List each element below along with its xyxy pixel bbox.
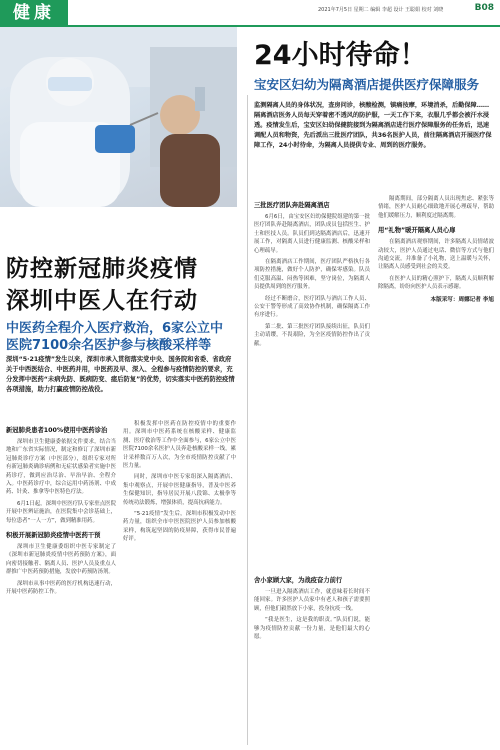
issue-meta: 2021年7月5日 星期二 编辑 李超 设计 王聪娟 校对 刘晓 <box>318 7 444 13</box>
section-subhead: 积极开展新冠肺炎疫情中医药干预 <box>6 532 101 540</box>
body-paragraph: 第二批、第三批医疗团队接续出征，队员们主动请缨，不畏艰险，为全区疫情防控作出了贡献。 <box>254 323 370 347</box>
body-paragraph: 在医护人员的精心照护下，隔离人员顺利解除隔离，纷纷向医护人员表示感谢。 <box>378 275 494 291</box>
right-article-subtitle: 宝安区妇幼为隔离酒店提供医疗保障服务 <box>254 77 480 92</box>
feature-subtitle-line-2: 医院7100余名医护参与核酸采样等 <box>6 338 212 353</box>
body-paragraph: 深圳市卫生健康委依据文件要求，结合当地和广东省实际情况，制定和修订了深圳市新冠肺炎诊疗方案（中医部分），组织专家对所有新冠肺炎确诊病例和无症状感染者实施中医药诊疗，做到应治尽治、早治早治、全程介入。中医药诊疗中，综合运用中药汤剂、中成药、针灸、推拿等中医特色疗法。 <box>6 439 116 496</box>
feature-title-line-2: 深圳中医人在行动 <box>6 287 198 314</box>
section-label: 健康 <box>0 0 68 26</box>
right-column-1 <box>254 195 370 555</box>
left-column-2 <box>123 420 236 745</box>
feature-lead: 深圳“5·21疫情”发生以来，深圳市承入贯彻落实党中央、国务院和省委、省政府关于中西医结合、中医药并用，中医药及早、深入、全程参与疫情防控的要求，充分发挥中医药“未病先防、既病防变、瘥后防复”的优势，切实落实中医药防控疫情各项措施，助力打赢疫情防控战役。 <box>6 356 235 393</box>
left-column-1 <box>6 420 116 745</box>
swab-sampling-photo <box>0 27 237 207</box>
section-subhead: 新冠肺炎患者100%使用中医药诊治 <box>6 427 108 434</box>
section-subhead: 三批医疗团队奔赴隔离酒店 <box>254 202 330 209</box>
feature-subtitle-line-1: 中医药全程介入医疗救治，6家公立中 <box>6 321 224 336</box>
body-paragraph: 经过不断磨合，医疗团队与酒店工作人员、公安干警等形成了高效协作机制，确保隔离工作有序进行。 <box>254 295 370 319</box>
section-subhead: 舍小家顾大家，为战疫奋力前行 <box>254 577 343 584</box>
body-paragraph: 深圳市卫生健康委组织中医专家制定了《深圳市新冠肺炎疫情中医药预防方案》，面向密切接触者、隔离人员、医护人员及重点人群推广中医药预防措施，发放中药预防汤剂。 <box>6 544 116 576</box>
right-column-2 <box>254 570 370 745</box>
body-paragraph: 隔离期间，部分隔离人员出现焦虑、紧张等情绪，医护人员耐心细致地开展心理疏导，帮助他们缓解压力，顺利度过隔离期。 <box>378 196 494 219</box>
body-paragraph: 一旦进入隔离酒店工作，就意味着长时间不能回家。许多医护人员家中有老人和孩子需要照顾，但他们毅然放下小家，投身抗疫一线。 <box>254 589 370 612</box>
right-article-title: 24小时待命！ <box>254 40 427 71</box>
section-subhead: 用“礼物”暖开隔离人员心扉 <box>378 227 456 235</box>
body-paragraph: 积极发挥中医药在防控疫情中的重要作用。深圳市中医药系统在核酸采样、健康监测、医疗救治等工作中全面参与，6家公立中医医院7100余名医护人员奔赴核酸采样一线，累计采样数百万人次，为全市疫情防控贡献了中医力量。 <box>123 421 236 470</box>
column-divider <box>247 95 248 745</box>
body-paragraph: 同时，深圳市中医专家组深入隔离酒店、集中观察点，开展中医健康指导，普及中医养生保健知识，指导居民开展八段锦、太极拳等传统功法锻炼，增强体质，提高抗病能力。 <box>123 474 236 506</box>
body-paragraph: 6月1日起，深圳中医医疗队专家驻点医院开展中医辨证施治，在医院集中会诊基础上，每位患者“一人一方”，做到精准用药。 <box>6 500 116 524</box>
page-header <box>0 0 500 26</box>
right-column-3 <box>378 195 494 745</box>
body-paragraph: 在隔离酒店观察期间，许多隔离人员情绪波动较大，医护人员通过电话、微信等方式与他们沟通交流，并准备了小礼物，送上温暖与关怀，让隔离人员感受到社会的关爱。 <box>378 239 494 271</box>
feature-title-line-1: 防控新冠肺炎疫情 <box>6 255 198 282</box>
page-number: B08 <box>474 3 494 13</box>
right-article-intro: 监测隔离人员的身体状况，查房问诊，核酸检测，镇痛按摩，环境消杀，后勤保障……隔离酒店医务人员每天穿着密不透风的防护服，一天工作下来，衣服几乎都会被汗水浸透。疫情发生后，宝安区妇幼保健院接到为隔离酒店进行医疗保障服务的任务后，迅速调配人员和物资，先后派出三批医疗团队，共36名医护人员，前往隔离酒店开展医疗保障工作，24小时待命，为隔离人员提供专业、周到的医疗服务。 <box>254 102 492 149</box>
body-paragraph: 深圳市从事中医药的医疗机构迅速行动，开展中医药防控工作。 <box>6 580 116 596</box>
body-paragraph: 在隔离酒店工作期间，医疗团队严格执行各项防控措施，做好个人防护，确保零感染。队员们克服高温、闷热等困难，坚守岗位，为隔离人员提供周到的医疗服务。 <box>254 259 370 291</box>
body-paragraph: “5·21疫情”发生后，深圳市积极发动中医药力量，组织全市中医医院医护人员参加核酸采样，构筑起坚固的防疫屏障，获得市民普遍好评。 <box>123 511 236 543</box>
byline: 本版采写：周娜记者 李旭 <box>430 296 494 303</box>
body-paragraph: “我是医生，这是我的职责。”队员们说，能够为疫情防控贡献一份力量，是他们最大的心愿。 <box>254 617 370 641</box>
body-paragraph: 6月6日，由宝安区妇幼保健院组建的第一批医疗团队奔赴隔离酒店，团队成员包括医生、护士和医技人员。队员们到达隔离酒店后，迅速开展工作，对隔离人员进行健康监测、核酸采样和心理疏导。 <box>254 214 370 254</box>
